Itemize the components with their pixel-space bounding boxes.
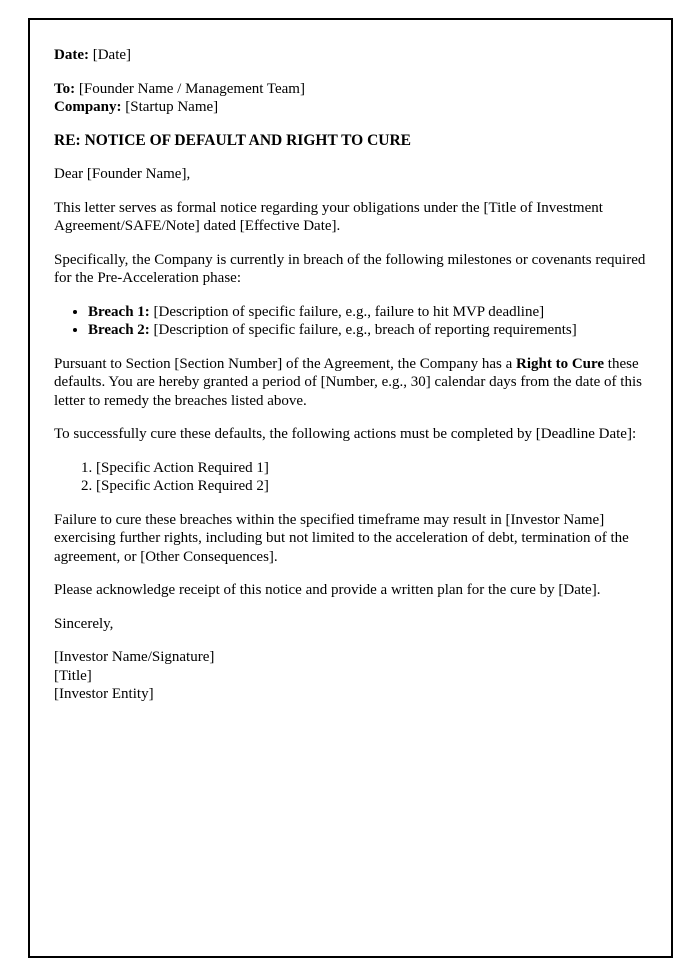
paragraph-notice: This letter serves as formal notice regarding your obligations under the [Title of Investment Agreement/SAFE/Note] dated [Effective Date]. [54,199,603,234]
salutation: Dear [Founder Name], [54,166,191,182]
date-line [54,46,647,65]
company-label: Company: [54,99,122,115]
paragraph-breach-intro: Specifically, the Company is currently in breach of the following milestones or covenants required for the Pre-Acceleration phase: [54,251,646,286]
date-label: Date: [54,47,89,63]
closing: Sincerely, [54,615,114,632]
breach-text: [Description of specific failure, e.g., failure to hit MVP deadline] [149,303,545,320]
breach-text: [Description of specific failure, e.g., breach of reporting requirements] [149,322,577,338]
to-value: [Founder Name / Management Team] [78,80,305,97]
to-line [54,81,305,97]
company-line [54,99,218,115]
signature-name: [Investor Name/Signature] [54,649,215,665]
to-label: To: [54,80,76,97]
subject-line: RE: NOTICE OF DEFAULT AND RIGHT TO CURE [54,131,412,149]
breach-item [88,303,647,322]
cure-text-bold: Right to Cure [515,355,605,372]
breach-label: Breach 2: [88,322,150,338]
company-value: [Startup Name] [125,99,219,115]
recipient-block [54,80,647,117]
letter-page [28,18,673,958]
breach-list [54,303,647,340]
breach-label: Breach 1: [88,303,150,320]
action-item: 1. [Specific Action Required 1] [96,459,647,478]
cure-text-pre: Pursuant to Section [Section Number] of the Agreement, the Company has a [54,355,516,372]
paragraph-actions-intro: To successfully cure these defaults, the following actions must be completed by [Deadline Date]: [54,426,637,442]
signature-title: [Title] [54,667,92,684]
action-item: 2. [Specific Action Required 2] [96,477,647,496]
date-value: [Date] [92,47,132,63]
action-list [54,459,647,496]
signature-entity: [Investor Entity] [54,686,154,702]
breach-item [88,321,647,340]
signature-block [54,648,647,704]
paragraph-cure [54,355,647,411]
paragraph-failure: Failure to cure these breaches within the specified timeframe may result in [Investor Name] exercising further rights, including but not limited to the acceleration of debt, termination of the agreement, or [Other Consequences]. [54,511,629,565]
paragraph-acknowledge: Please acknowledge receipt of this notice and provide a written plan for the cure by [Date]. [54,582,601,598]
cure-text-post: these defaults. You are hereby granted a period of [Number, e.g., 30] calendar days from the date of this letter to remedy the breaches listed above. [54,355,642,409]
